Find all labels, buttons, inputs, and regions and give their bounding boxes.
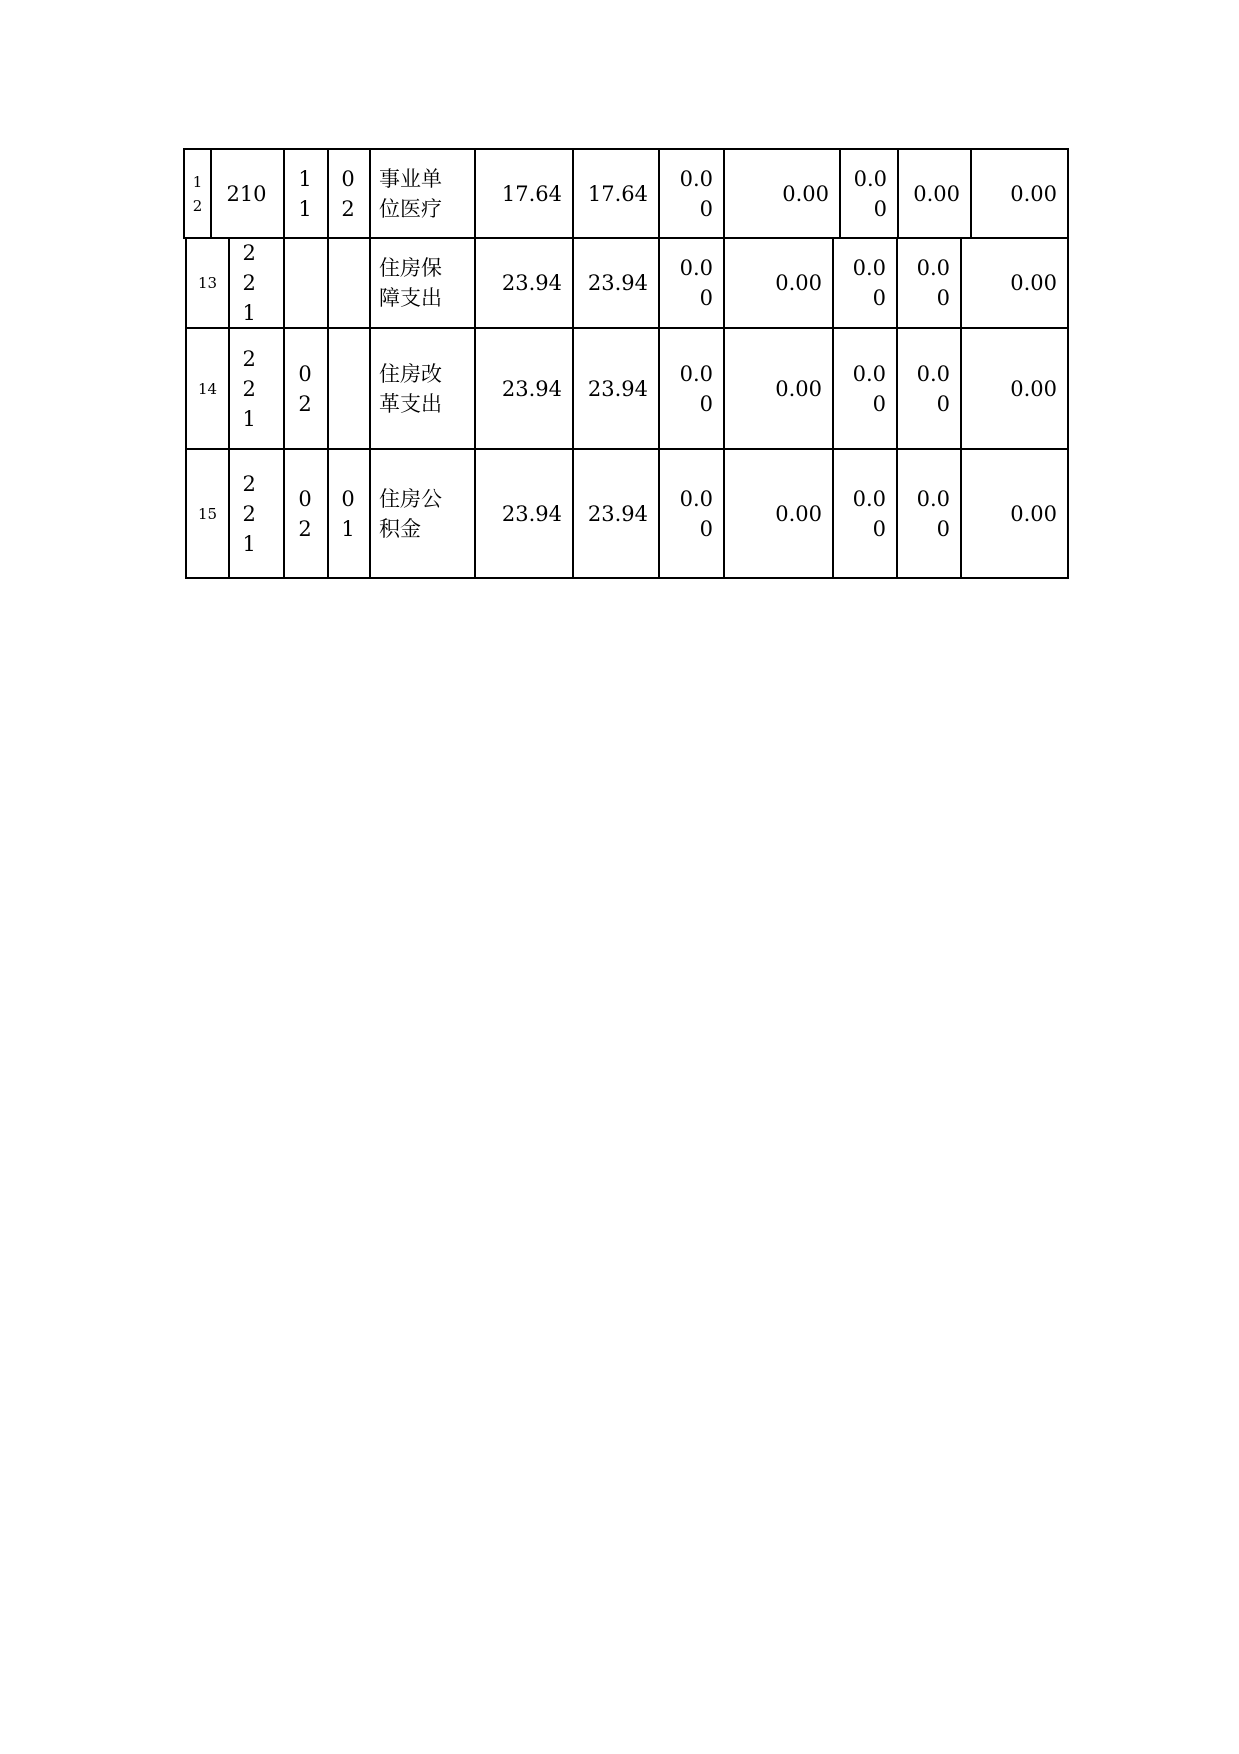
sub2-cell [327, 148, 371, 239]
value-cell-4 [723, 148, 841, 239]
row-index: 14 [197, 379, 218, 398]
code-value: 221 [242, 241, 256, 325]
value-3: 0.00 [679, 256, 713, 310]
value-cell-1 [474, 237, 574, 329]
value-2: 23.94 [587, 501, 648, 526]
value-6: 0.00 [913, 181, 960, 206]
name-cell [369, 448, 476, 579]
value-4: 0.00 [775, 271, 822, 295]
row-index: 15 [197, 504, 218, 523]
value-6: 0.00 [916, 256, 950, 310]
value-5: 0.00 [852, 256, 886, 310]
sub1-value: 11 [298, 166, 312, 221]
value-cell-5 [832, 448, 898, 579]
table-bottom-border [185, 577, 1069, 579]
value-7: 0.00 [1010, 271, 1057, 295]
row-index-cell [185, 237, 230, 329]
item-name: 住房公积金 [379, 486, 442, 541]
value-3: 0.00 [679, 486, 713, 541]
value-cell-3 [658, 327, 725, 450]
sub2-value: 02 [341, 166, 355, 221]
value-cell-3 [658, 448, 725, 579]
value-cell-3 [658, 237, 725, 329]
value-5: 0.00 [852, 486, 886, 541]
code-cell [210, 148, 285, 239]
sub2-cell [327, 448, 371, 579]
value-5: 0.00 [853, 166, 887, 221]
code-cell [228, 237, 285, 329]
code-value: 221 [242, 471, 256, 556]
item-name: 住房改革支出 [379, 361, 442, 416]
value-cell-3 [658, 148, 725, 239]
value-cell-7 [960, 327, 1069, 450]
sub1-cell [283, 327, 329, 450]
value-6: 0.00 [916, 486, 950, 541]
value-7: 0.00 [1010, 501, 1057, 526]
name-cell [369, 148, 476, 239]
value-3: 0.00 [679, 166, 713, 221]
row-index: 13 [197, 274, 218, 292]
item-name: 事业单位医疗 [379, 166, 442, 221]
sub2-cell [327, 327, 371, 450]
name-cell [369, 327, 476, 450]
row-index: 12 [192, 172, 203, 215]
value-cell-4 [723, 448, 834, 579]
name-cell [369, 237, 476, 329]
value-cell-4 [723, 237, 834, 329]
value-cell-6 [897, 148, 972, 239]
value-2: 17.64 [587, 181, 648, 206]
sub1-value: 02 [298, 486, 312, 541]
code-cell [228, 327, 285, 450]
sub2-value: 01 [341, 486, 355, 541]
row-index-cell [185, 448, 230, 579]
value-cell-2 [572, 148, 660, 239]
value-cell-7 [970, 148, 1069, 239]
value-1: 23.94 [501, 271, 562, 295]
value-7: 0.00 [1010, 376, 1057, 401]
sub1-cell [283, 448, 329, 579]
sub1-value: 02 [298, 361, 312, 416]
value-4: 0.00 [775, 501, 822, 526]
sub1-cell [283, 237, 329, 329]
value-cell-1 [474, 448, 574, 579]
value-1: 17.64 [501, 181, 562, 206]
value-cell-6 [896, 237, 962, 329]
value-2: 23.94 [587, 376, 648, 401]
row-index-cell [185, 327, 230, 450]
value-cell-7 [960, 237, 1069, 329]
value-4: 0.00 [782, 181, 829, 206]
value-3: 0.00 [679, 361, 713, 416]
value-cell-1 [474, 327, 574, 450]
value-cell-2 [572, 237, 660, 329]
value-cell-2 [572, 448, 660, 579]
item-name: 住房保障支出 [379, 256, 442, 310]
code-value: 210 [226, 181, 267, 206]
value-1: 23.94 [501, 376, 562, 401]
value-6: 0.00 [916, 361, 950, 416]
code-value: 221 [242, 346, 256, 431]
row-index-cell [183, 148, 212, 239]
value-cell-2 [572, 327, 660, 450]
value-cell-6 [896, 327, 962, 450]
value-cell-7 [960, 448, 1069, 579]
value-5: 0.00 [852, 361, 886, 416]
sub2-cell [327, 237, 371, 329]
value-cell-6 [896, 448, 962, 579]
code-cell [228, 448, 285, 579]
value-cell-1 [474, 148, 574, 239]
value-7: 0.00 [1010, 181, 1057, 206]
value-cell-5 [832, 237, 898, 329]
value-cell-5 [832, 327, 898, 450]
value-1: 23.94 [501, 501, 562, 526]
value-2: 23.94 [587, 271, 648, 295]
value-4: 0.00 [775, 376, 822, 401]
sub1-cell [283, 148, 329, 239]
value-cell-5 [839, 148, 899, 239]
value-cell-4 [723, 327, 834, 450]
